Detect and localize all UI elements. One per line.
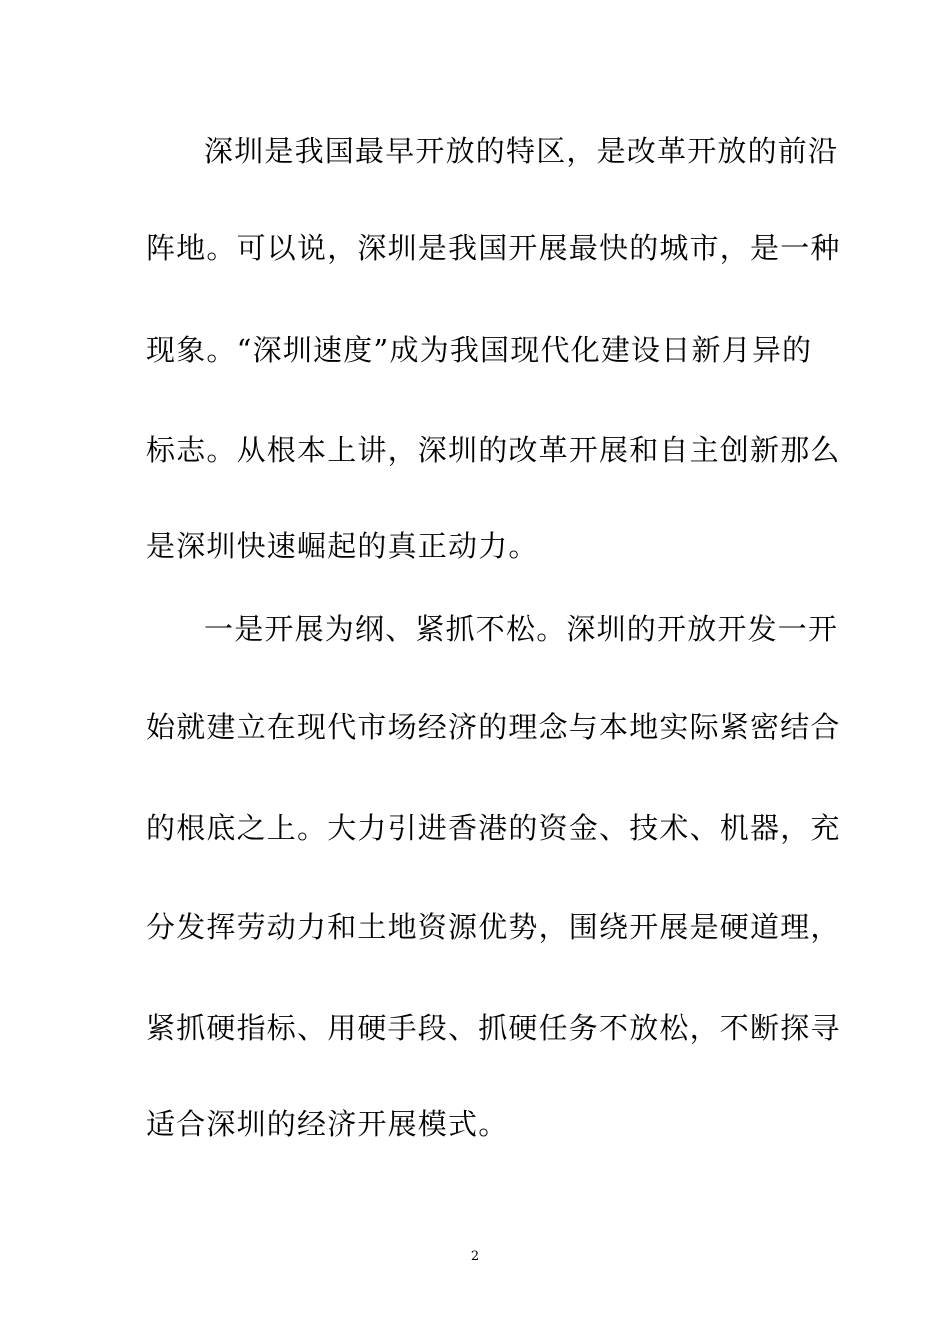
paragraph-1-line-2: 阵地。可以说，深圳是我国开展最快的城市，是一种 <box>146 231 841 265</box>
paragraph-2-line-5: 紧抓硬指标、用硬手段、抓硬任务不放松，不断探寻 <box>146 1011 841 1045</box>
paragraph-2-line-1: 一是开展为纲、紧抓不松。深圳的开放开发一开 <box>204 612 839 646</box>
paragraph-1-line-4: 标志。从根本上讲，深圳的改革开展和自主创新那么 <box>146 433 841 467</box>
paragraph-2-line-4: 分发挥劳动力和土地资源优势，围绕开展是硬道理， <box>146 910 841 944</box>
page-number: 2 <box>470 1249 480 1264</box>
paragraph-2-line-2: 始就建立在现代市场经济的理念与本地实际紧密结合 <box>146 710 841 744</box>
paragraph-1-line-5: 是深圳快速崛起的真正动力。 <box>146 529 539 563</box>
paragraph-2-line-6: 适合深圳的经济开展模式。 <box>146 1107 509 1141</box>
paragraph-1-line-1: 深圳是我国最早开放的特区，是改革开放的前沿 <box>204 134 839 168</box>
paragraph-1-line-3: 现象。“深圳速度”成为我国现代化建设日新月异的 <box>146 333 813 367</box>
paragraph-2-line-3: 的根底之上。大力引进香港的资金、技术、机器，充 <box>146 811 841 845</box>
